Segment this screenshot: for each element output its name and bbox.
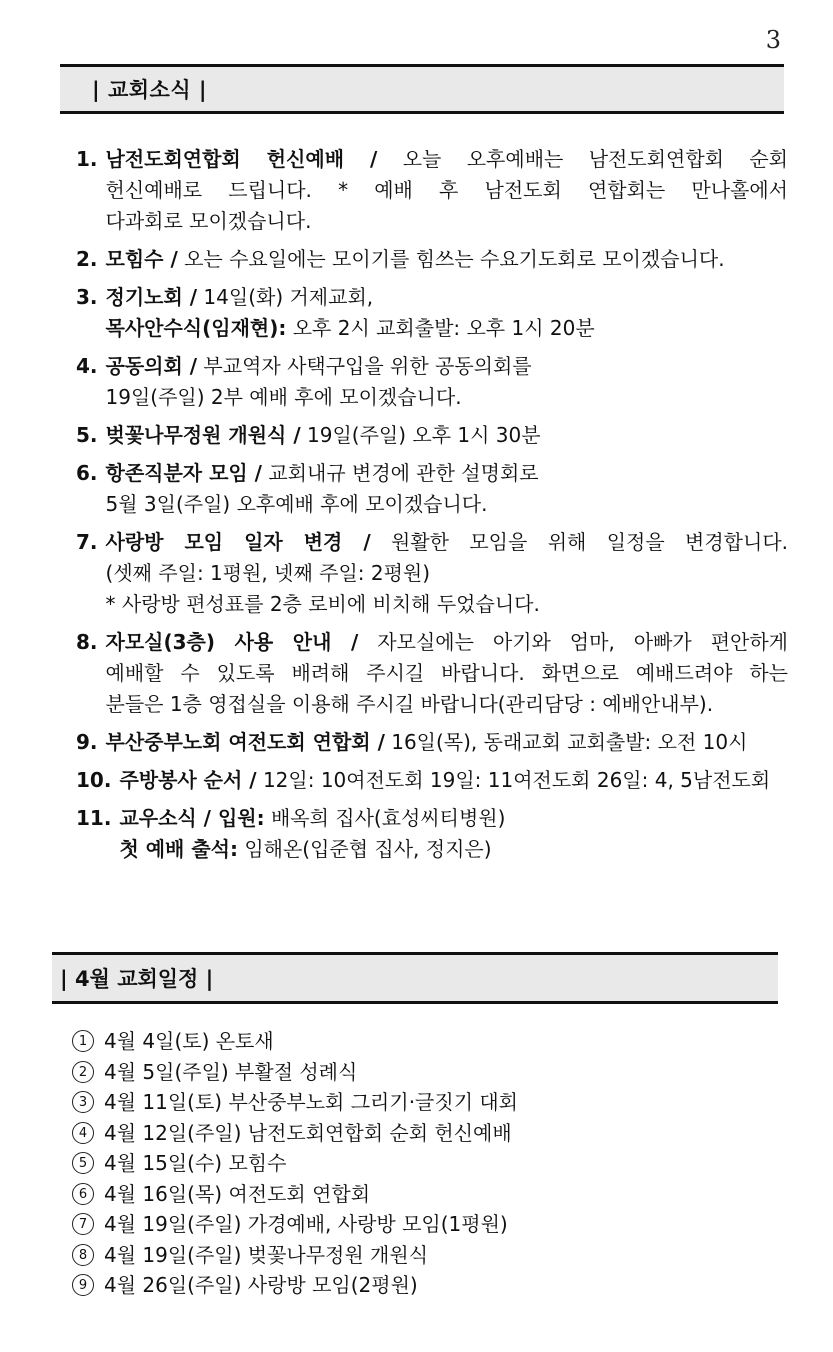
schedule-item [72, 1270, 518, 1301]
news-item-line [106, 589, 788, 620]
news-item-heading: 사랑방 모임 일자 변경 / [105, 530, 371, 554]
news-item-text: 원활한 모임을 위해 일정을 변경합니다. [370, 530, 789, 554]
news-item-line [106, 144, 788, 175]
schedule-item [72, 1179, 518, 1210]
church-news-header [60, 64, 784, 114]
news-item [76, 351, 788, 413]
news-item-text: 19일(주일) 2부 예배 후에 모이겠습니다. [105, 385, 462, 409]
news-item-text: 오늘 오후예배는 남전도회연합회 순회 [377, 147, 788, 171]
news-item-heading: 목사안수식(임재현): [105, 316, 287, 340]
circled-number-icon: 7 [72, 1213, 94, 1235]
news-item-number: 2. [76, 247, 98, 271]
news-item-line [106, 282, 788, 313]
news-item-line [106, 351, 788, 382]
schedule-item-text: 4월 19일(주일) 벚꽃나무정원 개원식 [104, 1242, 429, 1267]
schedule-item-text: 4월 15일(수) 모힘수 [104, 1151, 287, 1175]
news-item [76, 765, 788, 796]
news-item-number: 1. [76, 147, 98, 171]
news-item-line [106, 244, 788, 275]
news-item-line [106, 527, 788, 558]
schedule-item-text: 4월 16일(목) 여전도회 연합회 [104, 1181, 371, 1206]
news-item-text: 자모실에는 아기와 엄마, 아빠가 편안하게 [358, 630, 788, 654]
news-item [76, 282, 788, 344]
news-item-text: 5월 3일(주일) 오후예배 후에 모이겠습니다. [105, 492, 488, 516]
news-item-line [106, 558, 788, 589]
circled-number-icon: 3 [72, 1091, 94, 1113]
news-item-heading: 정기노회 / [105, 285, 198, 309]
news-item-heading: 자모실(3층) 사용 안내 / [105, 630, 359, 654]
schedule-item-text: 4월 19일(주일) 가경예배, 사랑방 모임(1평원) [104, 1212, 508, 1236]
news-item-text: 예배할 수 있도록 배려해 주시길 바랍니다. 화면으로 예배드려야 하는 [105, 661, 788, 685]
news-item-line [119, 765, 788, 796]
april-schedule-list [72, 1026, 518, 1301]
news-item-number: 11. [76, 806, 112, 830]
news-item-line [119, 803, 788, 834]
news-item-number: 9. [76, 730, 98, 754]
news-item [76, 144, 788, 237]
news-item-heading: 교우소식 / 입원: [119, 806, 265, 830]
news-item-text: 배옥희 집사(효성씨티병원) [264, 806, 506, 830]
circled-number-icon: 5 [72, 1152, 94, 1174]
schedule-item [72, 1240, 518, 1271]
schedule-item-text: 4월 5일(주일) 부활절 성례식 [104, 1059, 358, 1084]
april-schedule-header [52, 952, 778, 1004]
news-item-number: 8. [76, 630, 98, 654]
news-item-line [106, 313, 788, 344]
news-item-text: 임해온(입준협 집사, 정지은) [237, 837, 492, 861]
news-item-text: 19일(주일) 오후 1시 30분 [300, 423, 541, 447]
news-item-text: 16일(목), 동래교회 교회출발: 오전 10시 [384, 730, 748, 754]
news-item-line [106, 382, 788, 413]
news-item-text: 오는 수요일에는 모이기를 힘쓰는 수요기도회로 모이겠습니다. [177, 247, 725, 271]
news-item-text: 부교역자 사택구입을 위한 공동의회를 [197, 354, 532, 378]
news-item-text: * 사랑방 편성표를 2층 로비에 비치해 두었습니다. [105, 592, 540, 616]
april-schedule-title: | 4월 교회일정 | [60, 967, 214, 991]
schedule-item [72, 1057, 518, 1088]
news-item-text: 다과회로 모이겠습니다. [105, 209, 312, 233]
schedule-item-text: 4월 12일(주일) 남전도회연합회 순회 헌신예배 [104, 1120, 512, 1145]
schedule-item-text: 4월 4일(토) 온토새 [104, 1029, 274, 1053]
news-item-heading: 공동의회 / [105, 354, 198, 378]
news-item-line [106, 689, 788, 720]
news-item [76, 458, 788, 520]
news-item-number: 3. [76, 285, 98, 309]
schedule-item [72, 1087, 518, 1118]
news-item [76, 244, 788, 275]
circled-number-icon: 9 [72, 1274, 94, 1296]
news-item-line [106, 489, 788, 520]
circled-number-icon: 4 [72, 1122, 94, 1144]
circled-number-icon: 2 [72, 1061, 94, 1083]
schedule-item-text: 4월 11일(토) 부산중부노회 그리기·글짓기 대회 [104, 1090, 519, 1114]
news-item-line [106, 175, 788, 206]
news-item-number: 6. [76, 461, 98, 485]
schedule-item [72, 1209, 518, 1240]
news-item-number: 10. [76, 768, 112, 792]
schedule-item [72, 1118, 518, 1149]
circled-number-icon: 6 [72, 1183, 94, 1205]
schedule-item [72, 1026, 518, 1057]
circled-number-icon: 8 [72, 1244, 94, 1266]
news-item [76, 420, 788, 451]
news-item-number: 7. [76, 530, 98, 554]
news-item-text: 교회내규 변경에 관한 설명회로 [262, 461, 539, 485]
schedule-item [72, 1148, 518, 1179]
news-item-heading: 부산중부노회 여전도회 연합회 / [105, 730, 385, 754]
news-item [76, 527, 788, 620]
news-item-line [106, 458, 788, 489]
news-item [76, 803, 788, 865]
schedule-item-text: 4월 26일(주일) 사랑방 모임(2평원) [104, 1273, 418, 1297]
news-item-line [119, 834, 788, 865]
church-news-title: | 교회소식 | [92, 78, 208, 102]
news-item-heading: 벚꽃나무정원 개원식 / [105, 423, 301, 447]
news-item-line [106, 627, 788, 658]
news-item-heading: 첫 예배 출석: [119, 837, 238, 861]
news-item [76, 627, 788, 720]
page-number: 3 [765, 26, 781, 54]
news-item-text: (셋째 주일: 1평원, 넷째 주일: 2평원) [105, 561, 431, 585]
news-item-text: 14일(화) 거제교회, [197, 285, 374, 309]
church-news-list [76, 144, 788, 872]
news-item-heading: 남전도회연합회 헌신예배 / [105, 147, 378, 171]
news-item-text: 분들은 1층 영접실을 이용해 주시길 바랍니다(관리담당 : 예배안내부). [105, 692, 714, 716]
news-item-line [106, 727, 788, 758]
news-item-number: 5. [76, 423, 98, 447]
news-item-heading: 주방봉사 순서 / [119, 768, 257, 792]
news-item-line [106, 206, 788, 237]
circled-number-icon: 1 [72, 1030, 94, 1052]
news-item-text: 헌신예배로 드립니다. * 예배 후 남전도회 연합회는 만나홀에서 [105, 178, 788, 202]
news-item-text: 오후 2시 교회출발: 오후 1시 20분 [286, 316, 595, 340]
news-item-heading: 항존직분자 모임 / [105, 461, 262, 485]
news-item-line [106, 658, 788, 689]
news-item-text: 12일: 10여전도회 19일: 11여전도회 26일: 4, 5남전도회 [256, 768, 771, 792]
news-item-heading: 모힘수 / [105, 247, 178, 271]
news-item-number: 4. [76, 354, 98, 378]
news-item [76, 727, 788, 758]
news-item-line [106, 420, 788, 451]
